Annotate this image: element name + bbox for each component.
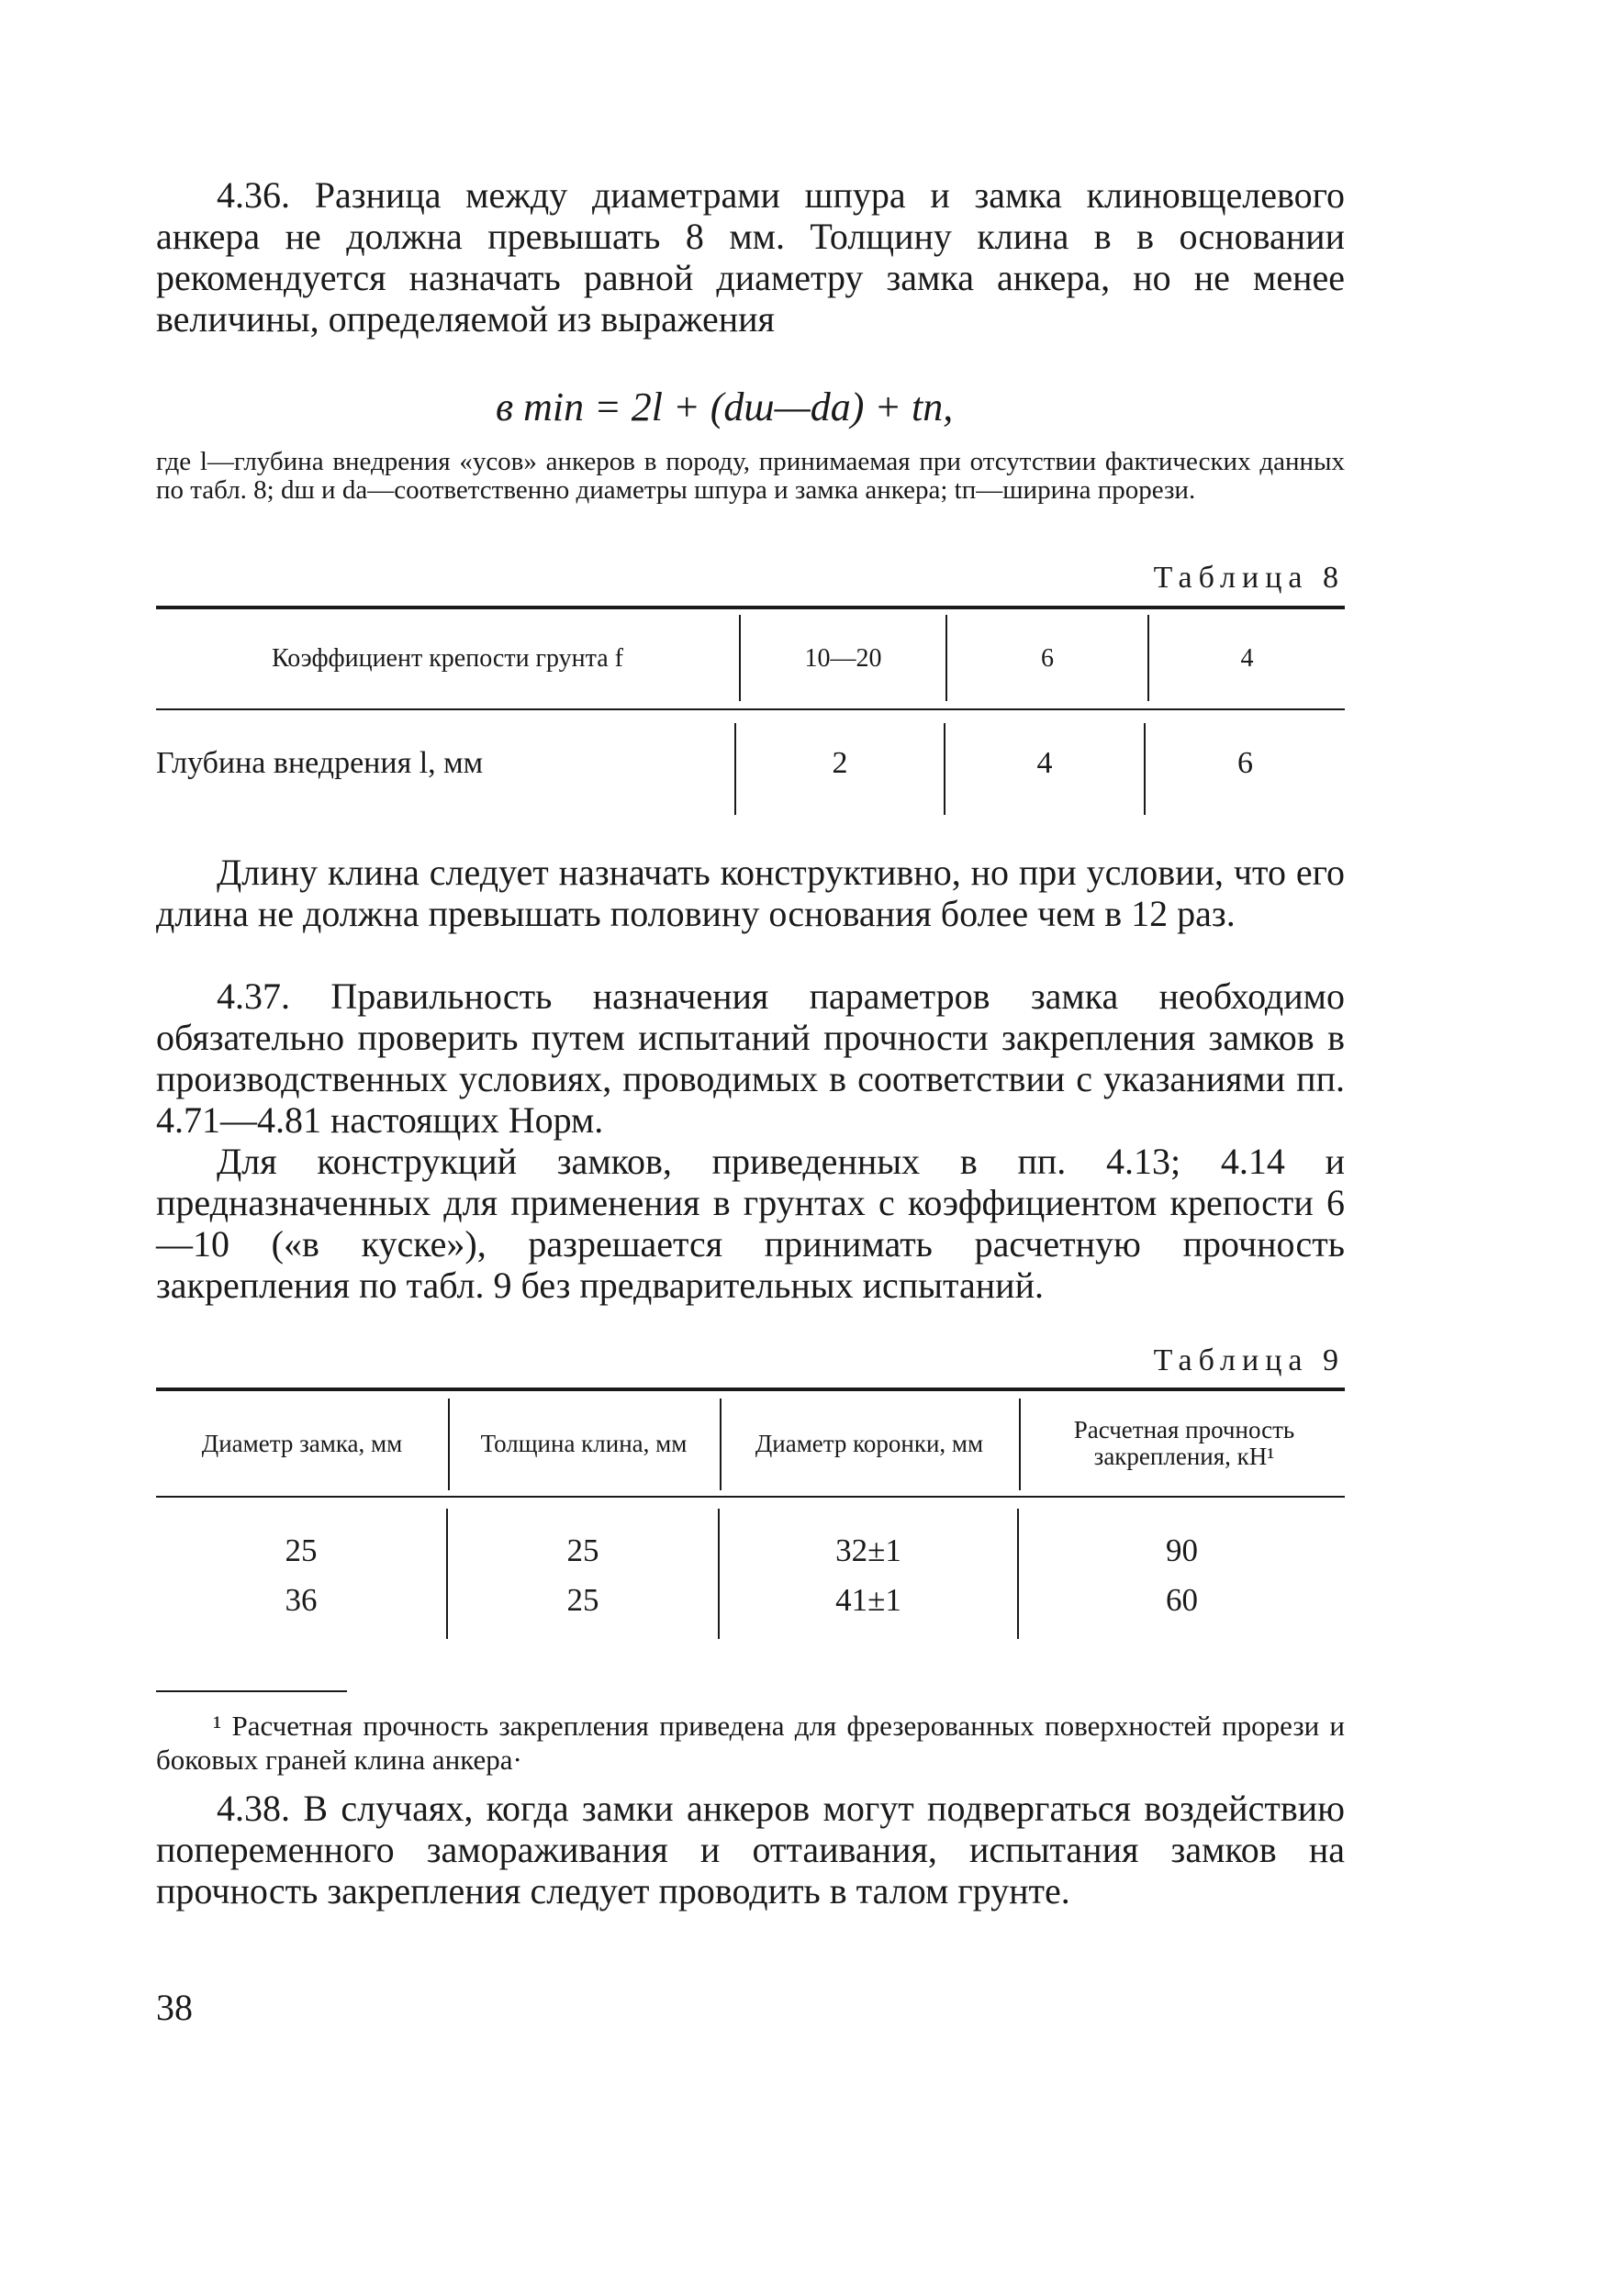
table-9-caption: Таблица 9 [1153,1343,1345,1377]
table-8-row1-label: Коэффициент крепости грунта f [272,644,623,673]
table-8-caption: Таблица 8 [1153,561,1345,595]
table-9 [156,1388,1345,1643]
table-9-cell: 25 [566,1582,599,1618]
footnote: ¹ Расчетная прочность закрепления приведена для фрезерованных поверхностей прорези и боковых граней клина анкера· [156,1710,1345,1776]
table-8-cell: 4 [1036,746,1053,780]
formula: в min = 2l + (dш—dа) + tп, [496,385,954,429]
table-9-cell: 90 [1166,1533,1198,1568]
table-8-cell: 2 [832,746,848,780]
table-8-cell: 4 [1240,644,1254,673]
table-9-header: Диаметр коронки, мм [755,1429,984,1457]
table-9-cell: 32±1 [835,1533,901,1568]
footnote-divider [156,1690,347,1692]
table-9-header: Диаметр замка, мм [201,1429,403,1457]
table-8-cell: 6 [1041,644,1054,673]
table-9-header: Расчетная прочность закрепления, кН¹ [1073,1416,1295,1470]
paragraph-wedge-length: Длину клина следует назначать конструктивно, но при условии, что его длина не должна превышать половину основания более чем в 12 раз. [156,852,1345,934]
table-9-cell: 25 [566,1533,599,1568]
table-9-column-3 [720,1525,1017,1626]
page-number: 38 [156,1987,193,2028]
table-9-header: Толщина клина, мм [480,1429,688,1457]
table-9-cell: 41±1 [835,1582,901,1618]
paragraph-4-38: 4.38. В случаях, когда замки анкеров могут подвергаться воздействию попеременного замораживания и оттаивания, испытания замков на прочность закрепления следует проводить в талом грунте. [156,1788,1345,1911]
table-9-column-2 [448,1525,718,1626]
table-9-cell: 25 [285,1533,318,1568]
table-9-cell: 36 [285,1582,318,1618]
table-8-row2-label: Глубина внедрения l, мм [156,746,484,780]
paragraph-4-36: 4.36. Разница между диаметрами шпура и замка клиновщелевого анкера не должна превышать 8 мм. Толщину клина в в основании рекомендуется назначать равной диаметру замка анкера, но не менее величины, определяемой из выражения [156,174,1345,340]
table-9-cell: 60 [1166,1582,1198,1618]
table-9-column-4 [1019,1525,1345,1626]
table-9-column-1 [156,1525,446,1626]
table-8 [156,606,1345,817]
table-8-cell: 10—20 [804,644,882,673]
paragraph-4-37-continued: Для конструкций замков, приведенных в пп. 4.13; 4.14 и предназначенных для применения в грунтах с коэффициентом крепости 6—10 («в куске»), разрешается принимать расчетную прочность закрепления по табл. 9 без предварительных испытаний. [156,1141,1345,1306]
formula-legend: где l—глубина внедрения «усов» анкеров в породу, принимаемая при отсутствии фактических данных по табл. 8; dш и dа—соответственно диаметры шпура и замка анкера; tп—ширина прорези. [156,447,1345,505]
paragraph-4-37: 4.37. Правильность назначения параметров замка необходимо обязательно проверить путем испытаний прочности закрепления замков в производственных условиях, проводимых в соответствии с указаниями пп. 4.71—4.81 настоящих Норм. [156,975,1345,1141]
table-8-cell: 6 [1237,746,1253,780]
